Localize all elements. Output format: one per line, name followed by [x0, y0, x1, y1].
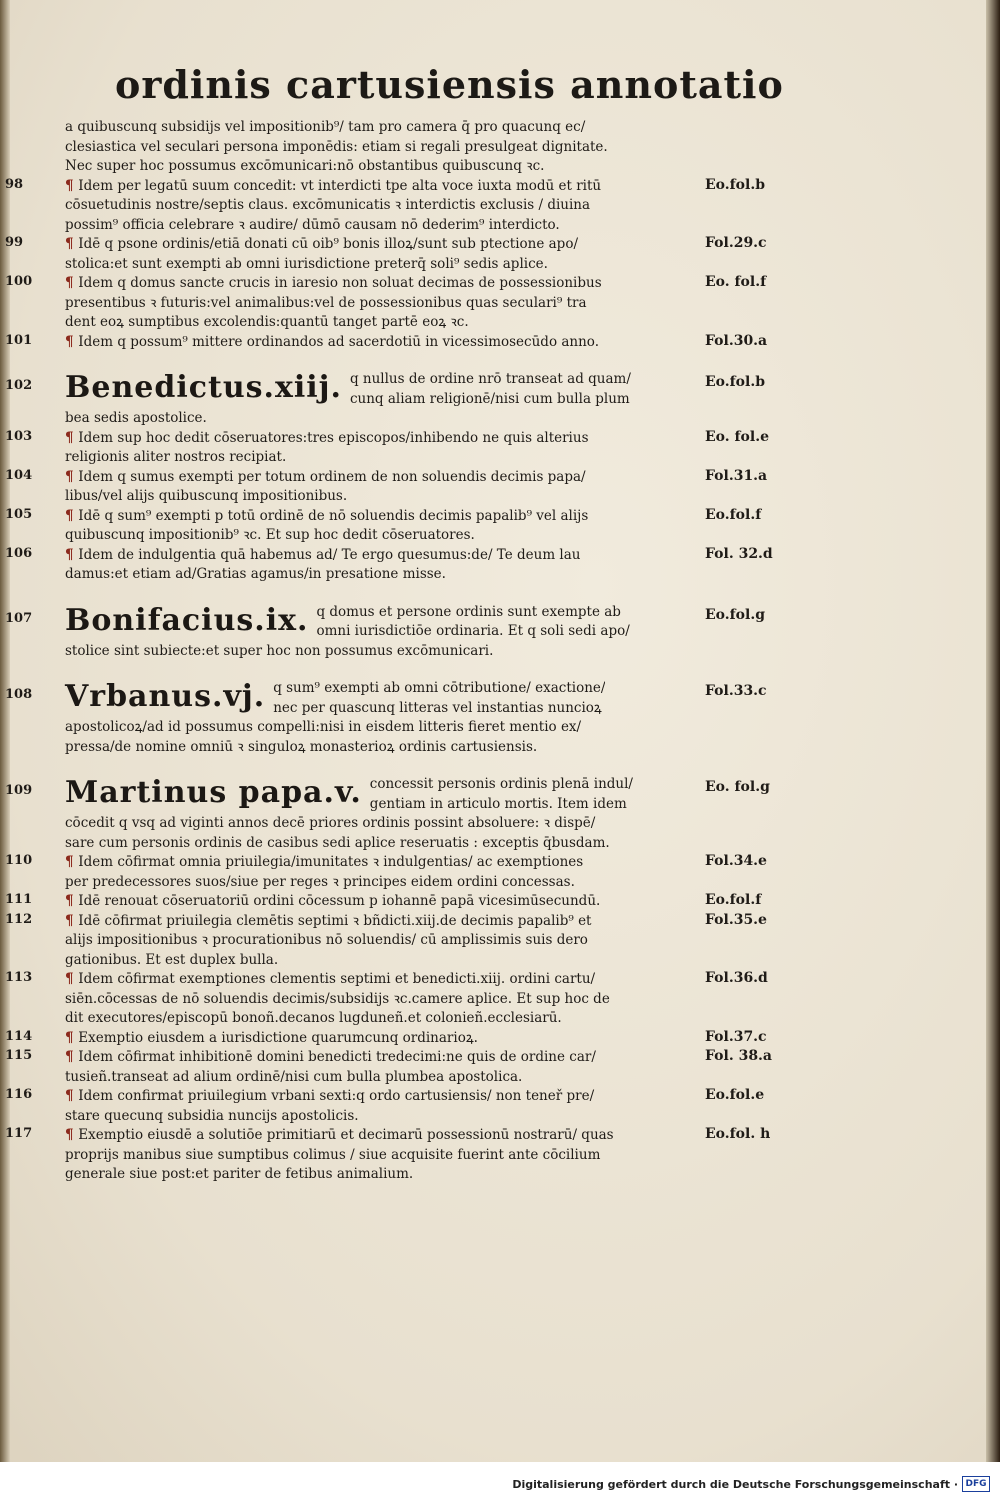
line-text: stolica:et sunt exempti ab omni iurisdictione preterq̄ soli⁹ sedis aplice. — [65, 255, 548, 272]
text-line: q sum⁹ exempti ab omni cōtributione/ exactione/ — [273, 680, 606, 696]
running-head: ordinis cartusiensis annotatio — [115, 62, 784, 107]
numbered-entry — [5, 274, 767, 333]
folio-reference: Fol. 32.d — [705, 545, 773, 562]
pilcrow-mark: ¶ — [65, 1049, 79, 1065]
text-line — [65, 274, 690, 294]
folio-reference: Fol.33.c — [705, 683, 767, 699]
text-line — [65, 448, 690, 468]
text-line — [65, 1009, 690, 1029]
numbered-entry — [5, 506, 762, 546]
line-text: Exemptio eiusdē a solutiōe primitiarū et decimarū possessionū nostrarū/ quas — [78, 1127, 614, 1143]
entry-number: 100 — [5, 274, 33, 289]
line-text: Idem q domus sancte crucis in iaresio non soluat decimas de possessionibus — [78, 275, 602, 291]
entry-number: 114 — [5, 1028, 33, 1044]
entry-number: 112 — [5, 911, 33, 927]
numbered-entry — [5, 428, 769, 468]
entry-number: 115 — [5, 1048, 33, 1063]
text-line: cōcedit q vsq ad viginti annos decē priores ordinis possint absoluere: ꝛ dispē/ — [65, 815, 596, 831]
pilcrow-mark: ¶ — [65, 177, 79, 194]
folio-reference: Fol.29.c — [705, 235, 767, 251]
pope-heading-lines — [316, 603, 629, 642]
folio-reference: Eo.fol.g — [705, 606, 765, 623]
entry-number: 116 — [5, 1087, 33, 1102]
section-gap — [65, 757, 690, 775]
line-text: gationibus. Et est duplex bulla. — [65, 951, 279, 968]
folio-reference: Eo.fol. h — [705, 1126, 771, 1142]
line-text: cōsuetudinis nostre/septis claus. excōmunicatis ꝛ interdictis exclusis / diuina — [65, 197, 591, 213]
entry-number: 101 — [5, 332, 33, 348]
folio-reference: Fol.36.d — [705, 970, 768, 986]
line-text: dit executores/episcopū bonoñ.decanos lugduneñ.et colonieñ.ecclesiarū. — [65, 1010, 562, 1026]
line-text: siēn.cōcessas de nō soluendis decimis/subsidijs ꝛc.camere aplice. Et sup hoc de — [65, 990, 610, 1007]
pope-name: Benedictus.xiij. — [65, 370, 342, 405]
text-line: cunq aliam religionē/nisi cum bulla plum — [349, 390, 630, 407]
text-line — [65, 931, 690, 951]
text-line — [65, 1165, 690, 1185]
entry-number: 111 — [5, 892, 33, 907]
folio-reference: Eo.fol.f — [705, 506, 762, 523]
folio-reference: Eo.fol.f — [705, 892, 762, 908]
text-line: apostolicoꝝ/ad id possumus compelli:nisi in eisdem litteris fieret mentio ex/ — [65, 719, 582, 735]
entry-number: 99 — [5, 235, 24, 250]
body-text — [5, 118, 773, 1185]
entry-number: 103 — [5, 428, 33, 444]
text-line: Nec super hoc possumus excōmunicari:nō obstantibus quibuscunq ꝛc. — [65, 158, 545, 174]
text-line — [65, 333, 690, 353]
entry-number: 107 — [5, 610, 33, 626]
text-line: clesiastica vel seculari persona imponēdis: etiam si regali presulgeat dignitate. — [65, 138, 608, 155]
pilcrow-mark: ¶ — [65, 1088, 79, 1104]
text-line — [65, 970, 690, 990]
text-line — [65, 912, 690, 932]
text-line — [65, 294, 690, 314]
line-text: Idem cōfirmat inhibitionē domini benedicti tredecimi:ne quis de ordine car/ — [78, 1049, 596, 1065]
folio-reference: Fol.34.e — [705, 853, 767, 869]
dfg-logo: DFG — [962, 1476, 990, 1492]
numbered-entry — [5, 545, 773, 585]
line-text: Idē q psone ordinis/etiā donati cū oib⁹ bonis illoꝝ/sunt sub ptectione apo/ — [78, 236, 578, 252]
line-text: generale siue post:et pariter de fetibus animalium. — [65, 1166, 414, 1182]
text-line: stolice sint subiecte:et super hoc non possumus excōmunicari. — [65, 642, 494, 659]
text-line — [65, 990, 690, 1010]
pilcrow-mark: ¶ — [65, 546, 79, 563]
line-text: Idem q sumus exempti per totum ordinem de non soluendis decimis papa/ — [78, 468, 586, 485]
text-line — [65, 429, 690, 449]
text-line: gentiam in articulo mortis. Item idem — [369, 795, 627, 812]
text-line — [65, 255, 690, 275]
line-text: Idem cōfirmat exemptiones clementis septimi et benedicti.xiij. ordini cartu/ — [78, 971, 596, 987]
line-text: Idem sup hoc dedit cōseruatores:tres episcopos/inhibendo ne quis alterius — [78, 429, 589, 446]
numbered-entry — [5, 467, 768, 507]
line-text: Idem cōfirmat omnia priuilegia/imunitates ꝛ indulgentias/ ac exemptiones — [78, 854, 584, 870]
text-line — [65, 565, 690, 585]
pope-name: Bonifacius.ix. — [65, 602, 309, 638]
line-text: Idem per legatū suum concedit: vt interdicti tpe alta voce iuxta modū et ritū — [78, 177, 602, 194]
text-line: sare cum personis ordinis de casibus sedi aplice reseruatis : exceptis q̄busdam. — [65, 834, 610, 851]
entry-number: 113 — [5, 970, 33, 985]
entry-number: 104 — [5, 467, 33, 483]
pilcrow-mark: ¶ — [65, 507, 79, 524]
text-line — [65, 1087, 690, 1107]
line-text: dent eoꝝ sumptibus excolendis:quantū tanget partē eoꝝ ꝛc. — [65, 314, 469, 330]
text-line — [65, 951, 690, 971]
folio-reference: Eo. fol.g — [705, 779, 770, 795]
section-gap — [65, 585, 690, 603]
entry-number: 110 — [5, 853, 33, 868]
folio-reference: Eo. fol.f — [705, 274, 767, 290]
line-text: Idē q sum⁹ exempti p totū ordinē de nō soluendis decimis papalib⁹ vel alijs — [78, 507, 589, 524]
text-line — [65, 1107, 690, 1127]
numbered-entry — [5, 892, 762, 912]
pope-name: Vrbanus.vj. — [65, 679, 266, 714]
entry-number: 105 — [5, 506, 33, 522]
text-line: bea sedis apostolice. — [65, 410, 207, 426]
entry-number: 108 — [5, 687, 33, 702]
pilcrow-mark: ¶ — [65, 893, 79, 909]
pilcrow-mark: ¶ — [65, 1029, 79, 1046]
line-text: stare quecunq subsidia nuncijs apostolicis. — [65, 1107, 359, 1124]
text-line — [65, 873, 690, 893]
line-text: per predecessores suos/siue per reges ꝛ principes eidem ordini concessas. — [65, 873, 575, 890]
pilcrow-mark: ¶ — [65, 468, 79, 485]
line-text: quibuscunq impositionib⁹ ꝛc. Et sup hoc dedit cōseruatores. — [65, 527, 475, 543]
folio-reference: Eo.fol.b — [705, 176, 765, 193]
line-text: tusieñ.transeat ad alium ordinē/nisi cum bulla plumbea apostolica. — [65, 1068, 523, 1085]
numbered-entry — [5, 235, 767, 274]
text-line — [65, 1126, 690, 1146]
folio-reference: Fol.31.a — [705, 467, 768, 484]
section-gap — [65, 352, 690, 370]
text-line — [65, 1048, 690, 1068]
text-line — [65, 853, 690, 873]
folio-reference: Fol.30.a — [705, 332, 768, 349]
text-line: pressa/de nomine omniū ꝛ singuloꝝ monasterioꝝ ordinis cartusiensis. — [65, 738, 538, 755]
text-line — [65, 487, 690, 507]
text-line — [65, 1068, 690, 1088]
text-line: a quibuscunq subsidijs vel impositionib⁹/ tam pro camera q̄ pro quacunq ec/ — [65, 119, 586, 135]
pilcrow-mark: ¶ — [65, 275, 79, 291]
pope-heading-row — [65, 603, 690, 642]
entry-number: 106 — [5, 545, 33, 561]
pope-section — [5, 775, 770, 853]
text-line — [65, 216, 690, 236]
line-text: Idem q possum⁹ mittere ordinandos ad sacerdotiū in vicessimosecūdo anno. — [78, 333, 599, 350]
pilcrow-mark: ¶ — [65, 333, 79, 350]
pilcrow-mark: ¶ — [65, 854, 79, 870]
text-line: q domus et persone ordinis sunt exempte ab — [316, 603, 621, 620]
line-text: Idem de indulgentia quā habemus ad/ Te ergo quesumus:de/ Te deum lau — [78, 546, 581, 563]
pilcrow-mark: ¶ — [65, 429, 79, 446]
pope-heading-lines — [350, 370, 631, 409]
line-text: damus:et etiam ad/Gratias agamus/in presatione misse. — [65, 566, 446, 582]
folio-reference: Fol.35.e — [705, 911, 767, 928]
funding-credit: Digitalisierung gefördert durch die Deutsche Forschungsgemeinschaft · — [512, 1478, 958, 1491]
text-line — [65, 235, 690, 255]
line-text: presentibus ꝛ futuris:vel animalibus:vel de possessionibus quas seculari⁹ tra — [65, 294, 587, 311]
numbered-entry — [5, 1087, 765, 1126]
text-line — [65, 468, 690, 488]
folio-reference: Fol. 38.a — [705, 1048, 773, 1064]
pilcrow-mark: ¶ — [65, 236, 79, 252]
numbered-entry — [5, 1048, 773, 1087]
entry-number: 102 — [5, 378, 33, 393]
folio-reference: Eo.fol.e — [705, 1087, 765, 1103]
line-text: libus/vel alijs quibuscunq impositionibus. — [65, 488, 348, 504]
line-text: Exemptio eiusdem a iurisdictione quarumcunq ordinarioꝝ. — [78, 1029, 478, 1046]
page-left-edge — [0, 0, 10, 1462]
pope-section — [5, 679, 767, 757]
text-line: q nullus de ordine nrō transeat ad quam/ — [349, 371, 631, 387]
entry-number: 117 — [5, 1126, 33, 1141]
pope-section — [5, 370, 765, 429]
pope-heading-lines — [273, 679, 605, 718]
text-line — [65, 526, 690, 546]
line-text: Idē renouat cōseruatoriū ordini cōcessum p iohannē papā vicesimūsecundū. — [78, 893, 601, 909]
numbered-entry — [5, 1028, 767, 1049]
pilcrow-mark: ¶ — [65, 971, 79, 987]
text-line — [65, 1029, 690, 1049]
line-text: possim⁹ officia celebrare ꝛ audire/ dūmō causam nō dederim⁹ interdicto. — [65, 216, 560, 233]
text-line: nec per quascunq litteras vel instantias nuncioꝝ — [273, 699, 602, 716]
folio-reference: Fol.37.c — [705, 1028, 767, 1045]
text-line — [65, 196, 690, 216]
entry-number: 98 — [5, 176, 24, 192]
pilcrow-mark: ¶ — [65, 912, 79, 929]
line-text: Idem confirmat priuilegium vrbani sexti:q ordo cartusiensis/ non teneř pre/ — [78, 1088, 595, 1104]
line-text: religionis aliter nostros recipiat. — [65, 449, 287, 465]
pilcrow-mark: ¶ — [65, 1127, 79, 1143]
text-line: omni iurisdictiōe ordinaria. Et q soli sedi apo/ — [316, 623, 630, 639]
folio-reference: Eo. fol.e — [705, 428, 769, 445]
pope-section — [5, 602, 765, 662]
numbered-entry — [5, 853, 767, 892]
page-binding-edge — [986, 0, 1000, 1462]
line-text: alijs impositionibus ꝛ procurationibus nō soluendis/ cū amplissimis suis dero — [65, 932, 588, 948]
text-line — [65, 1146, 690, 1166]
entry-number: 109 — [5, 783, 33, 798]
text-line — [65, 177, 690, 197]
line-text: Idē cōfirmat priuilegia clemētis septimi ꝛ bñdicti.xiij.de decimis papalib⁹ et — [78, 912, 592, 929]
text-line — [65, 892, 690, 912]
line-text: proprijs manibus siue sumptibus colimus / siue acquisite fuerint ante cōcilium — [65, 1146, 601, 1163]
pope-heading-row — [65, 679, 690, 718]
section-gap — [65, 661, 690, 679]
numbered-entry — [5, 176, 765, 236]
pope-heading-row — [65, 370, 690, 409]
text-line: concessit personis ordinis plenā indul/ — [369, 776, 633, 792]
numbered-entry — [5, 332, 768, 353]
pope-name: Martinus papa.v. — [65, 775, 362, 810]
numbered-entry — [5, 1126, 771, 1185]
numbered-entry — [5, 970, 768, 1029]
text-line — [65, 313, 690, 333]
folio-reference: Eo.fol.b — [705, 374, 765, 390]
pope-heading-lines — [370, 775, 633, 814]
pope-heading-row — [65, 775, 690, 814]
numbered-entry — [5, 911, 767, 971]
text-line — [65, 507, 690, 527]
text-line — [65, 546, 690, 566]
